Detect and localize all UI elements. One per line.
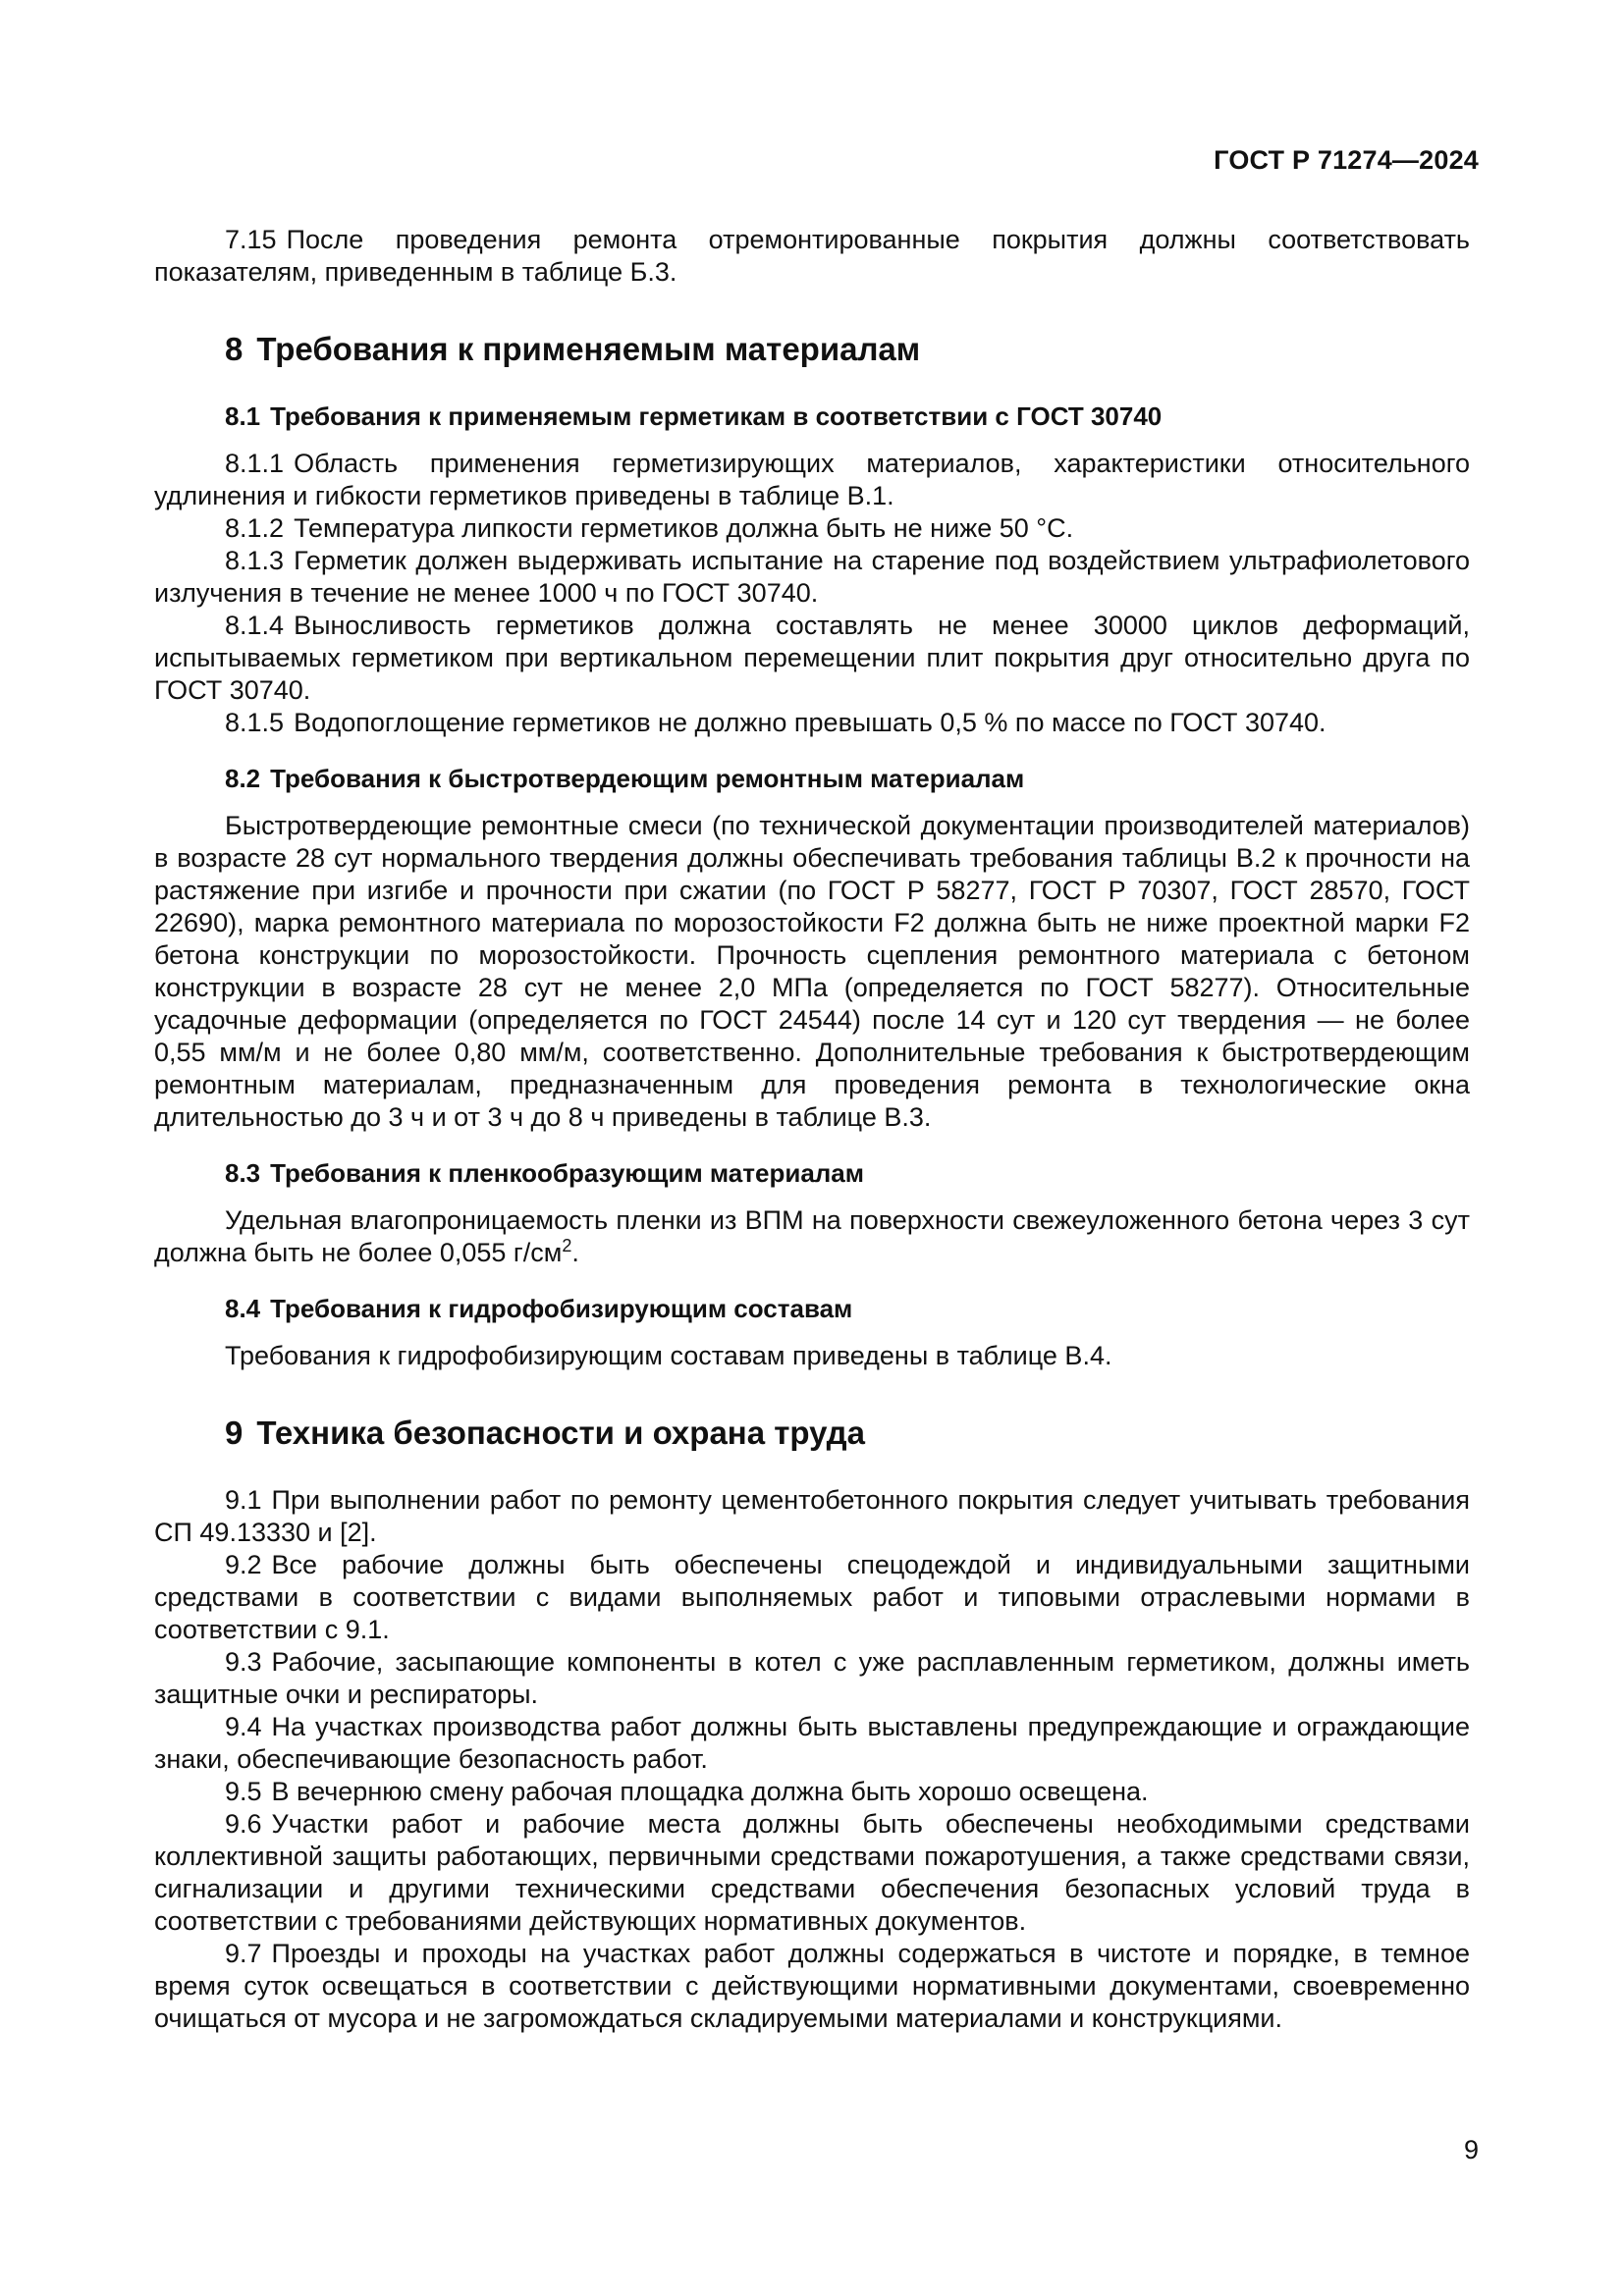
clause-text: Участки работ и рабочие места должны быть обеспечены необходимыми средствами коллективной защиты работающих, первичными средствами пожаротушения, а также средствами связи, сигнализации и другими техническими средствами обеспечения безопасных условий труда в соответствии с требованиями действующих нормативных документов. bbox=[154, 1809, 1470, 1936]
clause-text: При выполнении работ по ремонту цементобетонного покрытия следует учитывать требования СП 49.13330 и [2]. bbox=[154, 1485, 1470, 1547]
subsection-heading-8-4 bbox=[154, 1293, 1470, 1324]
clause-number: 8.1.3 bbox=[225, 546, 285, 575]
paragraph-tail: . bbox=[571, 1238, 579, 1267]
clause-9-1 bbox=[154, 1484, 1470, 1549]
clause-number: 8.1.4 bbox=[225, 611, 285, 640]
clause-text: Водопоглощение герметиков не должно превышать 0,5 % по массе по ГОСТ 30740. bbox=[294, 708, 1326, 737]
subsection-title: Требования к гидрофобизирующим составам bbox=[270, 1294, 853, 1323]
section-number: 8 bbox=[225, 331, 244, 367]
paragraph-8-3 bbox=[154, 1204, 1470, 1269]
clause-9-2 bbox=[154, 1549, 1470, 1646]
clause-number: 9.5 bbox=[225, 1777, 262, 1806]
clause-text: В вечернюю смену рабочая площадка должна быть хорошо освещена. bbox=[271, 1777, 1149, 1806]
clause-number: 8.1.1 bbox=[225, 449, 285, 478]
clause-number: 9.1 bbox=[225, 1485, 262, 1515]
subsection-number: 8.4 bbox=[225, 1294, 261, 1323]
clause-number: 7.15 bbox=[225, 225, 277, 254]
clause-text: Проезды и проходы на участках работ должны содержаться в чистоте и порядке, в темное время суток освещаться в соответствии с действующими нормативными документами, своевременно очищаться от мусора и не загромождаться складируемыми материалами и конструкциями. bbox=[154, 1939, 1470, 2033]
clause-number: 9.7 bbox=[225, 1939, 262, 1968]
subsection-title: Требования к применяемым герметикам в соответствии с ГОСТ 30740 bbox=[270, 401, 1163, 431]
subsection-heading-8-3 bbox=[154, 1157, 1470, 1189]
subsection-heading-8-1 bbox=[154, 400, 1470, 432]
clause-8-1-5 bbox=[154, 707, 1470, 739]
clause-number: 9.3 bbox=[225, 1647, 262, 1677]
subsection-number: 8.3 bbox=[225, 1158, 261, 1188]
clause-9-6 bbox=[154, 1808, 1470, 1938]
clause-number: 8.1.2 bbox=[225, 513, 285, 543]
clause-text: На участках производства работ должны быть выставлены предупреждающие и ограждающие знаки, обеспечивающие безопасность работ. bbox=[154, 1712, 1470, 1774]
clause-number: 8.1.5 bbox=[225, 708, 285, 737]
paragraph-8-2: Быстротвердеющие ремонтные смеси (по технической документации производителей материалов) в возрасте 28 сут нормального твердения должны обеспечивать требования таблицы В.2 к прочности на растяжение при изгибе и прочности при сжатии (по ГОСТ Р 58277, ГОСТ Р 70307, ГОСТ 28570, ГОСТ 22690), марка ремонтного материала по морозостойкости F2 должна быть не ниже проектной марки F2 бетона конструкции по морозостойкости. Прочность сцепления ремонтного материала с бетоном конструкции в возрасте 28 сут не менее 2,0 МПа (определяется по ГОСТ 58277). Относительные усадочные деформации (определяется по ГОСТ 24544) после 14 сут и 120 сут твердения — не более 0,55 мм/м и не более 0,80 мм/м, соответственно. Дополнительные требования к быстротвердеющим ремонтным материалам, предназначенным для проведения ремонта в технологические окна длительностью до 3 ч и от 3 ч до 8 ч приведены в таблице В.3. bbox=[154, 811, 1470, 1132]
clause-8-1-3 bbox=[154, 545, 1470, 610]
page-number: 9 bbox=[1463, 2135, 1479, 2164]
subsection-number: 8.1 bbox=[225, 401, 261, 431]
subsection-title: Требования к быстротвердеющим ремонтным материалам bbox=[270, 764, 1025, 793]
clause-7-15 bbox=[154, 224, 1470, 289]
superscript: 2 bbox=[562, 1236, 572, 1255]
clause-text: Выносливость герметиков должна составлять не менее 30000 циклов деформаций, испытываемых герметиком при вертикальном перемещении плит покрытия друг относительно друга по ГОСТ 30740. bbox=[154, 611, 1470, 705]
section-heading-8 bbox=[154, 330, 1470, 369]
clause-number: 9.2 bbox=[225, 1550, 262, 1579]
document-body bbox=[154, 224, 1470, 2035]
clause-number: 9.6 bbox=[225, 1809, 262, 1839]
clause-9-5 bbox=[154, 1776, 1470, 1808]
subsection-number: 8.2 bbox=[225, 764, 261, 793]
section-title: Требования к применяемым материалам bbox=[256, 331, 921, 367]
paragraph-text: Удельная влагопроницаемость пленки из ВПМ на поверхности свежеуложенного бетона через 3 сут должна быть не более 0,055 г/см bbox=[154, 1205, 1470, 1267]
clause-text: Рабочие, засыпающие компоненты в котел с уже расплавленным герметиком, должны иметь защитные очки и респираторы. bbox=[154, 1647, 1470, 1709]
clause-8-1-2 bbox=[154, 512, 1470, 545]
clause-text: Герметик должен выдерживать испытание на старение под воздействием ультрафиолетового излучения в течение не менее 1000 ч по ГОСТ 30740. bbox=[154, 546, 1470, 608]
clause-8-1-1 bbox=[154, 448, 1470, 512]
clause-number: 9.4 bbox=[225, 1712, 262, 1741]
clause-9-7 bbox=[154, 1938, 1470, 2035]
clause-9-4 bbox=[154, 1711, 1470, 1776]
page-header: ГОСТ Р 71274—2024 bbox=[1214, 145, 1479, 175]
section-title: Техника безопасности и охрана труда bbox=[256, 1415, 865, 1451]
clause-text: Температура липкости герметиков должна быть не ниже 50 °С. bbox=[294, 513, 1074, 543]
clause-9-3 bbox=[154, 1646, 1470, 1711]
clause-text: Все рабочие должны быть обеспечены спецодеждой и индивидуальными защитными средствами в соответствии с видами выполняемых работ и типовыми отраслевыми нормами в соответствии с 9.1. bbox=[154, 1550, 1470, 1644]
section-number: 9 bbox=[225, 1415, 244, 1451]
subsection-heading-8-2 bbox=[154, 763, 1470, 794]
clause-text: После проведения ремонта отремонтированные покрытия должны соответствовать показателям, приведенным в таблице Б.3. bbox=[154, 225, 1470, 287]
clause-text: Область применения герметизирующих материалов, характеристики относительного удлинения и гибкости герметиков приведены в таблице В.1. bbox=[154, 449, 1470, 510]
section-heading-9 bbox=[154, 1414, 1470, 1453]
paragraph-8-4: Требования к гидрофобизирующим составам приведены в таблице В.4. bbox=[225, 1341, 1112, 1370]
clause-8-1-4 bbox=[154, 610, 1470, 707]
subsection-title: Требования к пленкообразующим материалам bbox=[270, 1158, 864, 1188]
